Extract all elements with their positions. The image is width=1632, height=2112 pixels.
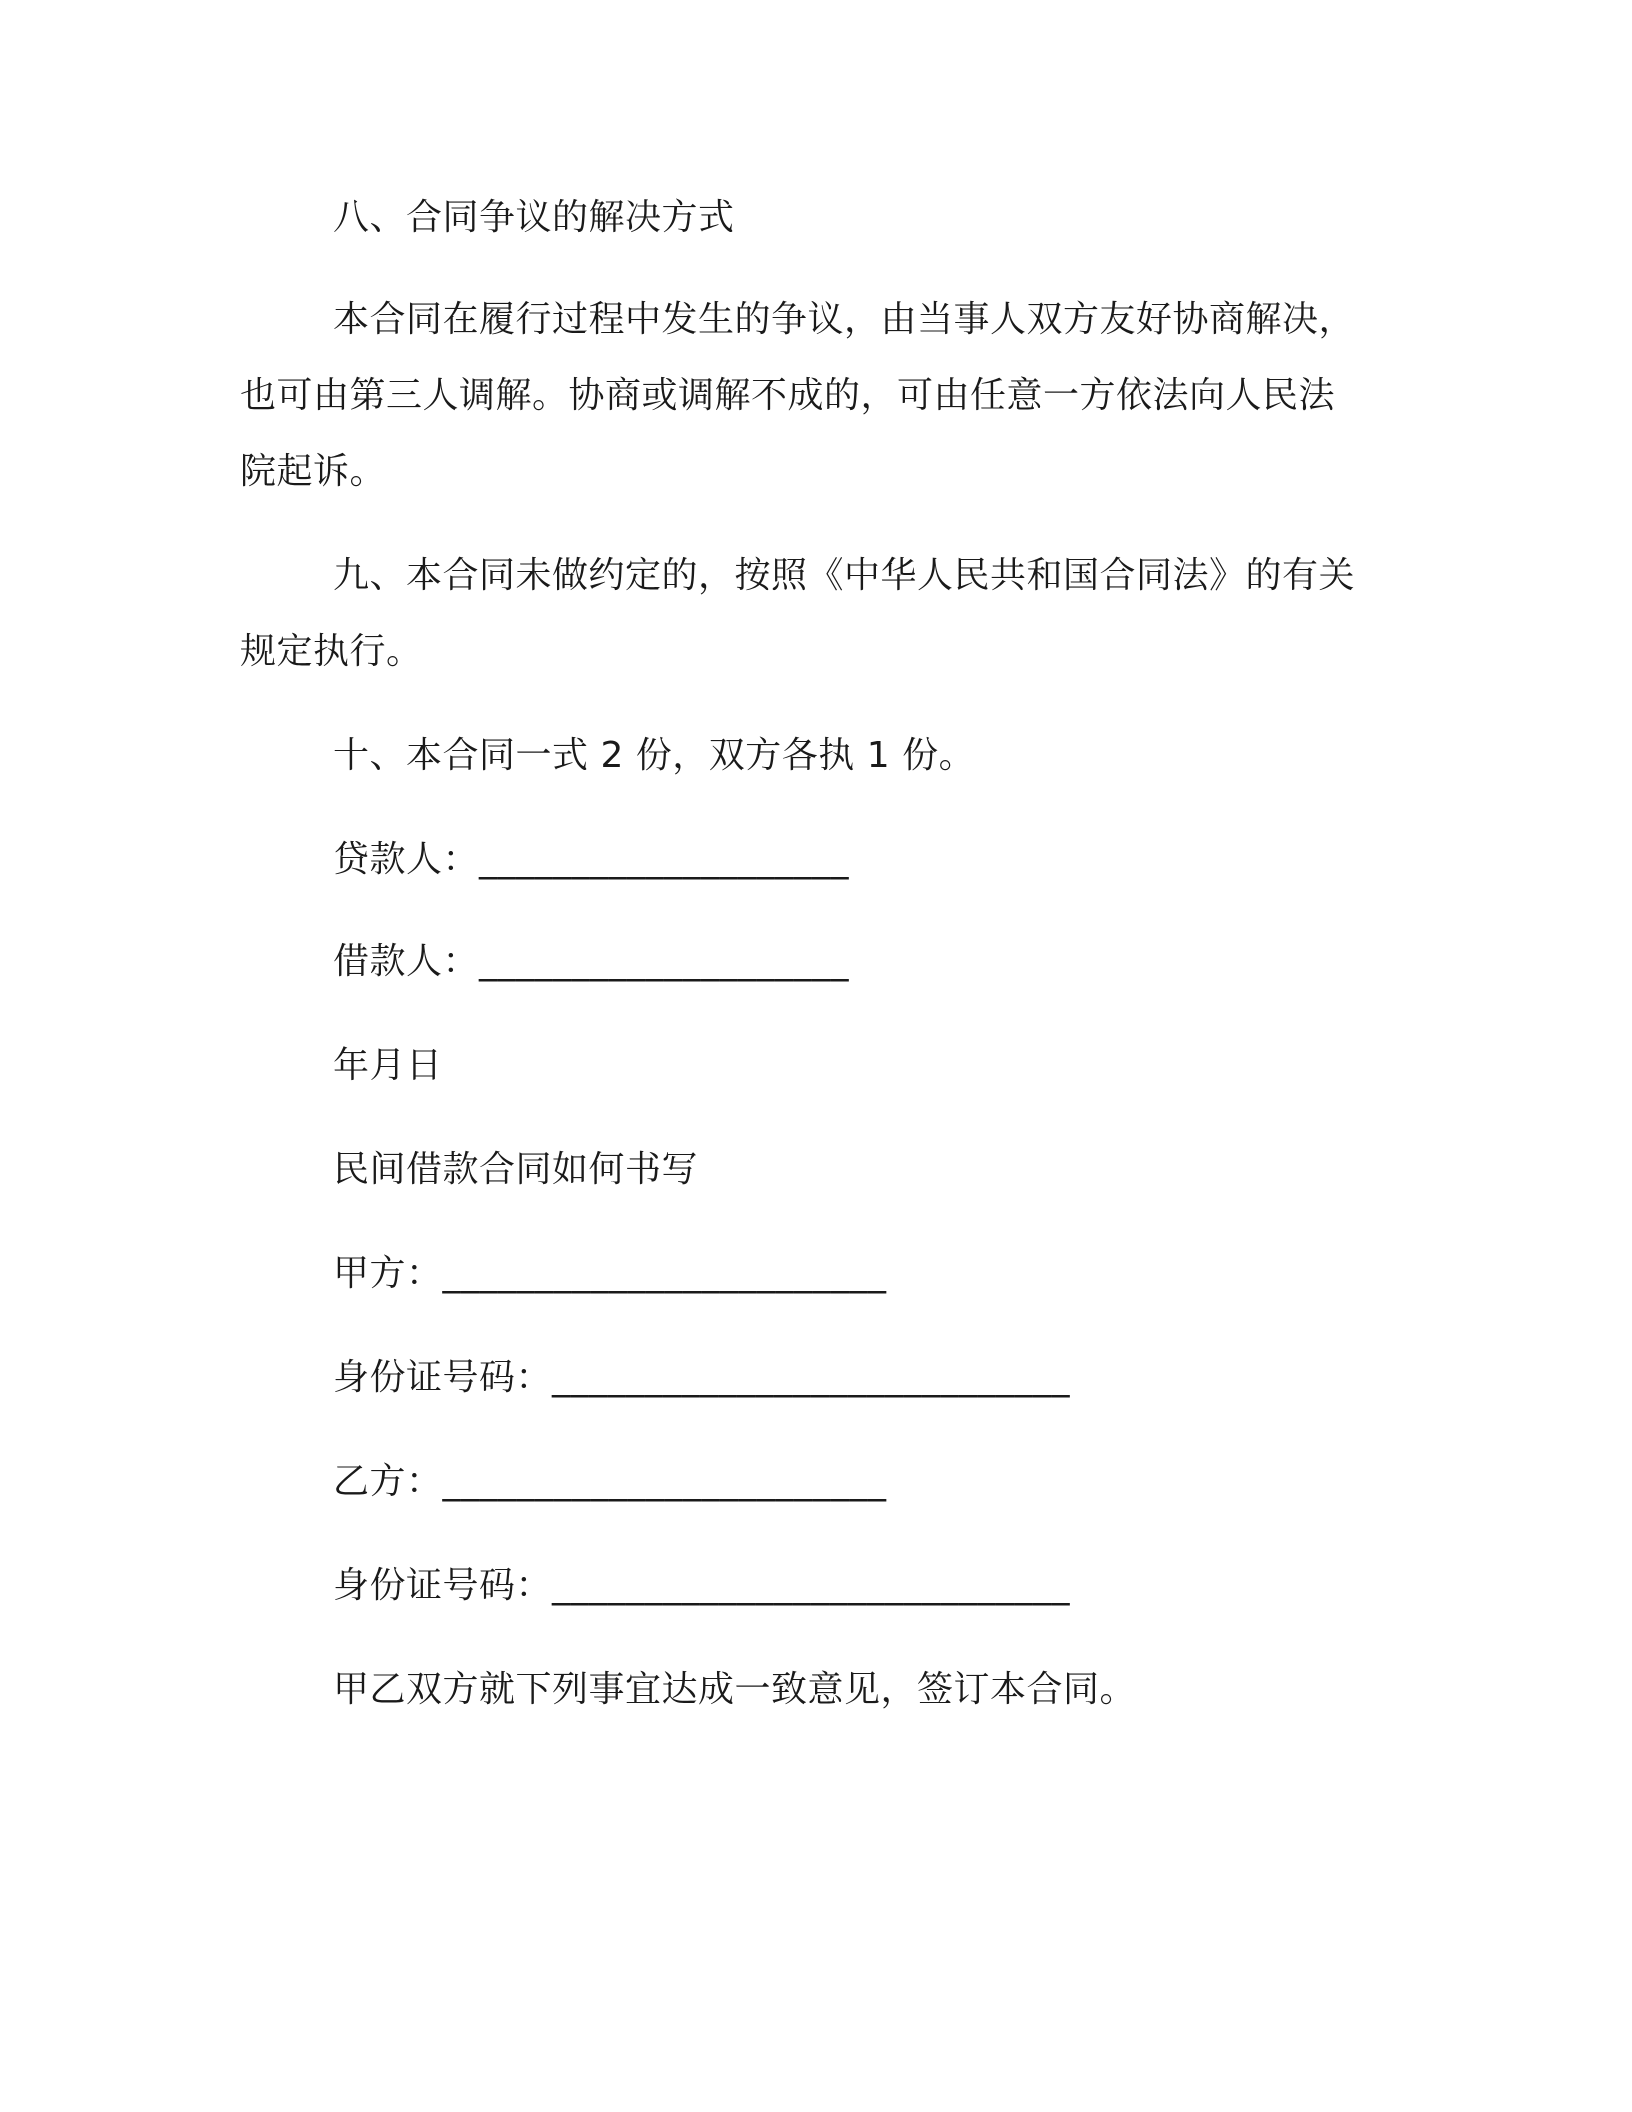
section-9-line-2: 规定执行。 bbox=[240, 631, 423, 672]
date-line: 年月日 bbox=[333, 1045, 443, 1086]
section-10: 十、本合同一式 2 份，双方各执 1 份。 bbox=[333, 735, 976, 776]
party-b-id-line: 身份证号码：____________________________ bbox=[333, 1565, 1071, 1606]
section-8-body-line-3: 院起诉。 bbox=[240, 451, 387, 492]
section-8-body-line-2: 也可由第三人调解。协商或调解不成的，可由任意一方依法向人民法 bbox=[240, 375, 1336, 416]
agreement-statement: 甲乙双方就下列事宜达成一致意见，签订本合同。 bbox=[333, 1669, 1137, 1710]
section-8-body-line-1: 本合同在履行过程中发生的争议，由当事人双方友好协商解决， bbox=[333, 299, 1356, 340]
borrower-signature-line: 借款人：____________________ bbox=[333, 941, 850, 982]
section-9-line-1: 九、本合同未做约定的，按照《中华人民共和国合同法》的有关 bbox=[333, 555, 1356, 596]
party-a-id-line: 身份证号码：____________________________ bbox=[333, 1357, 1071, 1398]
document-subtitle: 民间借款合同如何书写 bbox=[333, 1149, 699, 1190]
lender-signature-line: 贷款人：____________________ bbox=[333, 839, 850, 880]
section-8-heading: 八、合同争议的解决方式 bbox=[333, 197, 735, 238]
party-a-line: 甲方：________________________ bbox=[333, 1253, 887, 1294]
party-b-line: 乙方：________________________ bbox=[333, 1461, 887, 1502]
